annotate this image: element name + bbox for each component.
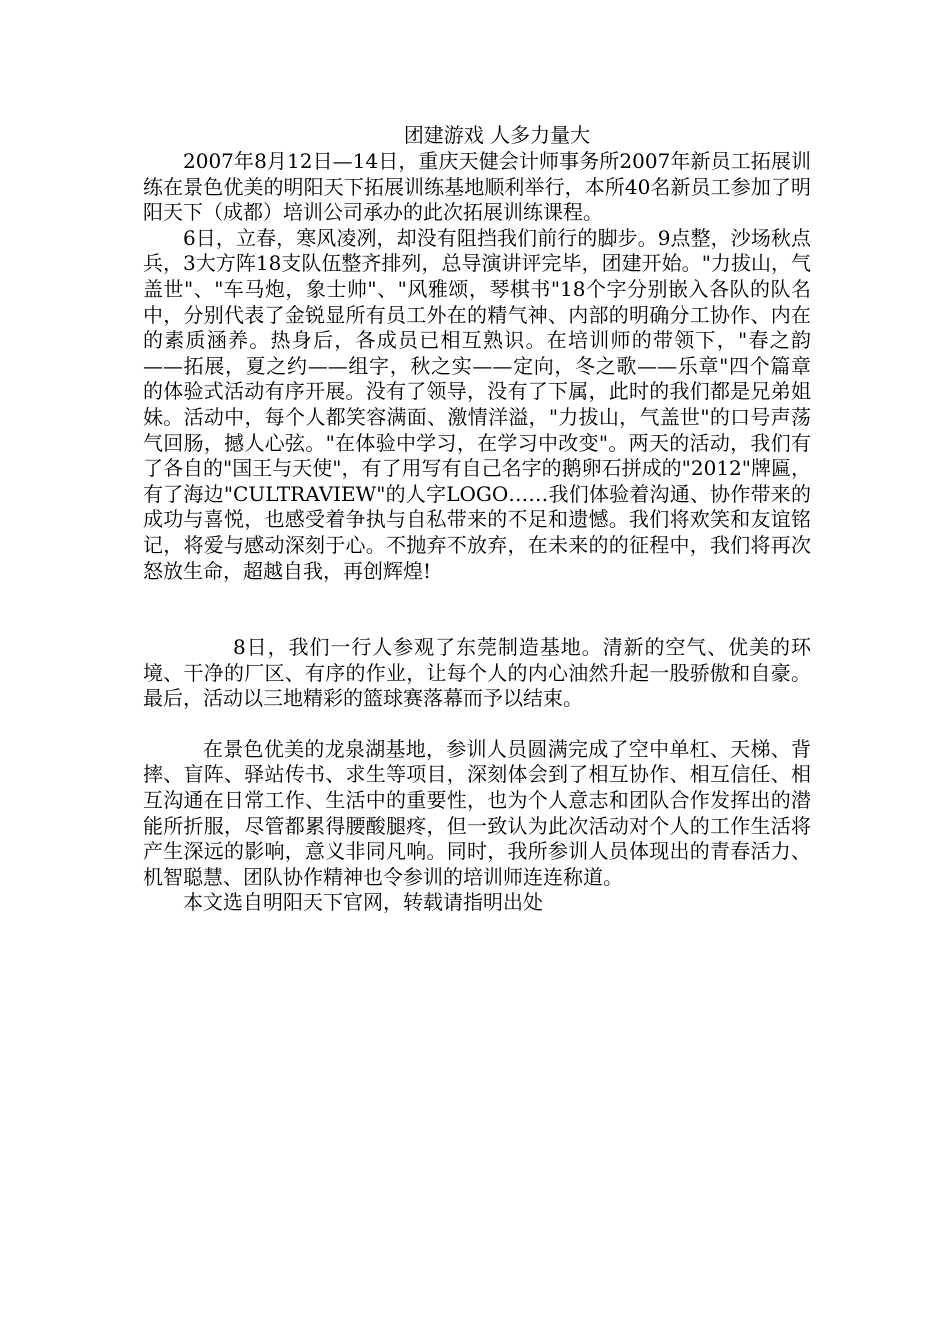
paragraph-longquan-base: 在景色优美的龙泉湖基地，参训人员圆满完成了空中单杠、天梯、背摔、盲阵、驿站传书、求生等项目，深刻体会到了相互协作、相互信任、相互沟通在日常工作、生活中的重要性，也为个人意志和团队合作发挥出的潜能所折服，尽管都累得腰酸腿疼，但一致认为此次活动对个人的工作生活将产生深远的影响，意义非同凡响。同时，我所参训人员体现出的青春活力、机智聪慧、团队协作精神也令参训的培训师连连称道。	[143, 736, 811, 889]
paragraph-activity: 6日，立春，寒风凌冽，却没有阻挡我们前行的脚步。9点整，沙场秋点兵，3大方阵18支队伍整齐排列，总导演讲评完毕，团建开始。"力拔山，气盖世"、"车马炮，象士帅"、"风雅颂，琴棋书"18个字分别嵌入各队的队名中，分别代表了金锐显所有员工外在的精气神、内部的明确分工协作、内在的素质涵养。热身后，各成员已相互熟识。在培训师的带领下，"春之韵——拓展，夏之约——组字，秋之实——定向，冬之歌——乐章"四个篇章的体验式活动有序开展。没有了领导，没有了下属，此时的我们都是兄弟姐妹。活动中，每个人都笑容满面、激情洋溢，"力拔山，气盖世"的口号声荡气回肠，撼人心弦。"在体验中学习，在学习中改变"。两天的活动，我们有了各自的"国王与天使"，有了用写有自己名字的鹅卵石拼成的"2012"牌匾，有了海边"CULTRAVIEW"的人字LOGO……我们体验着沟通、协作带来的成功与喜悦，也感受着争执与自私带来的不足和遗憾。我们将欢笑和友谊铭记，将爱与感动深刻于心。不抛弃不放弃，在未来的的征程中，我们将再次怒放生命，超越自我，再创辉煌!	[143, 225, 811, 583]
paragraph-factory-visit: 8日，我们一行人参观了东莞制造基地。清新的空气、优美的环境、干净的厂区、有序的作业，让每个人的内心油然升起一股骄傲和自豪。最后，活动以三地精彩的篮球赛落幕而予以结束。	[143, 635, 811, 711]
paragraph-spacer	[143, 712, 811, 737]
paragraph-intro: 2007年8月12日—14日，重庆天健会计师事务所2007年新员工拓展训练在景色优美的明阳天下拓展训练基地顺利举行，本所40名新员工参加了明阳天下（成都）培训公司承办的此次拓展训练课程。	[143, 149, 811, 225]
paragraph-source-note: 本文选自明阳天下官网，转载请指明出处	[183, 890, 543, 915]
document-body	[143, 121, 811, 916]
paragraph-spacer	[143, 584, 811, 635]
document-title: 团建游戏 人多力量大	[403, 123, 591, 147]
